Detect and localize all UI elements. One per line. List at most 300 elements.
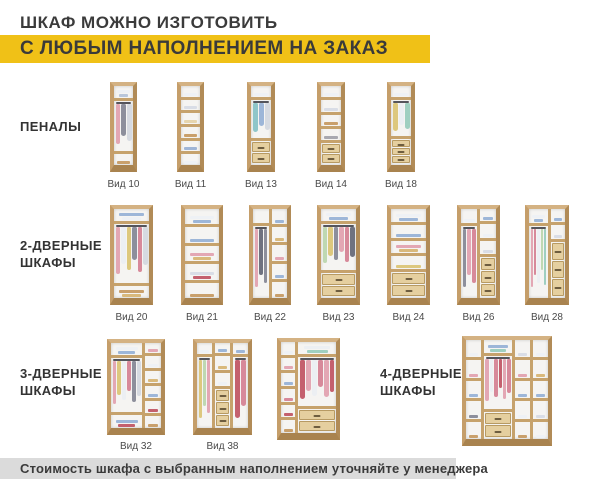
cabinet-column — [391, 209, 426, 298]
garment — [259, 229, 263, 275]
garment — [472, 229, 476, 283]
folded-item — [518, 435, 528, 438]
row-label: ПЕНАЛЫ — [20, 119, 82, 134]
cabinet-column — [181, 86, 200, 165]
shelf-items — [273, 293, 286, 297]
cabinet — [247, 82, 275, 172]
folded-item — [483, 250, 493, 253]
cabinet-hang — [197, 357, 212, 428]
hanging-clothes — [252, 103, 270, 137]
cabinet — [462, 336, 552, 446]
cabinet-shelf — [181, 127, 200, 141]
garment — [143, 227, 148, 265]
cabinet-shelf — [533, 360, 548, 380]
cabinet-label: Вид 22 — [254, 312, 286, 323]
shelf-items — [322, 107, 340, 111]
cabinet-column — [114, 86, 133, 165]
shelf-items — [392, 92, 410, 96]
folded-item — [200, 350, 210, 353]
hanging-clothes — [115, 227, 148, 281]
shelf-items — [516, 352, 529, 356]
cabinet-shelf — [145, 343, 161, 356]
garment — [117, 361, 121, 395]
garment — [330, 360, 335, 391]
cabinet-shelf — [533, 401, 548, 421]
hanging-clothes — [462, 229, 476, 297]
hanging-clothes — [530, 229, 547, 297]
cabinet — [110, 82, 137, 172]
drawer — [322, 286, 355, 296]
drawer — [392, 148, 410, 155]
folded-item — [464, 219, 475, 222]
cabinet-shelf — [298, 342, 336, 357]
cabinet-hang — [233, 357, 248, 428]
cabinet-shelf — [529, 209, 548, 226]
folded-item — [193, 276, 212, 279]
cabinet-label: Вид 20 — [115, 312, 148, 323]
shelf-items — [322, 92, 340, 96]
folded-item — [184, 93, 197, 96]
folded-item — [469, 435, 479, 438]
cabinet-shelf — [181, 154, 200, 165]
shelf-items — [273, 274, 286, 278]
cabinet-shelf — [281, 373, 295, 389]
shelf-items — [273, 219, 286, 223]
folded-item — [307, 350, 328, 353]
hanging-clothes — [322, 227, 355, 269]
folded-item — [554, 218, 563, 221]
cabinet-shelf — [281, 342, 295, 358]
folded-item — [118, 424, 135, 427]
cabinet-shelf — [321, 86, 341, 100]
cabinet-shelf — [480, 224, 496, 240]
folded-item — [148, 379, 158, 382]
shelf-items — [462, 218, 476, 222]
folded-item — [116, 420, 138, 423]
cabinet-drw — [298, 409, 336, 433]
cabinet-shelf — [551, 209, 565, 225]
shelf-items — [216, 348, 229, 352]
cabinet-shelf — [253, 209, 269, 226]
shelf-items — [186, 215, 218, 223]
folded-item — [536, 374, 546, 377]
shelf-items — [282, 365, 294, 369]
garment — [541, 229, 543, 270]
cabinet-shelf — [533, 340, 548, 360]
folded-item — [488, 345, 507, 348]
garment — [300, 360, 305, 399]
folded-item — [218, 382, 228, 385]
shelf-items — [534, 352, 547, 356]
shelf-items — [282, 397, 294, 401]
cabinet — [317, 205, 360, 305]
cabinet-label: Вид 21 — [186, 312, 218, 323]
shelf-items — [467, 434, 480, 438]
cabinet-shelf — [181, 100, 200, 114]
cabinet-column — [295, 342, 336, 433]
garment — [537, 229, 539, 283]
shelf-items — [146, 378, 160, 382]
drawer — [485, 425, 511, 437]
shelf-items — [534, 434, 547, 438]
cabinet-column — [142, 343, 161, 428]
shelf-items — [392, 244, 425, 252]
folded-item — [284, 429, 293, 432]
cabinet-shelf — [515, 381, 530, 401]
folded-item — [483, 234, 493, 237]
folded-item — [275, 294, 285, 297]
shelf-items — [115, 89, 132, 97]
row-label: 4-ДВЕРНЫЕ ШКАФЫ — [380, 366, 462, 398]
cabinet-shelf — [466, 401, 481, 421]
folded-item — [469, 374, 479, 377]
hanging-clothes — [254, 229, 268, 297]
cabinet-shelf — [480, 241, 496, 257]
folded-item — [218, 366, 228, 369]
cabinet-column — [321, 86, 341, 165]
cabinet-drw — [215, 389, 230, 428]
row-label: 3-ДВЕРНЫЕ ШКАФЫ — [20, 366, 102, 398]
folded-item — [284, 351, 293, 354]
folded-item — [304, 346, 330, 349]
folded-item — [236, 350, 246, 353]
cabinet-shelf — [251, 86, 271, 100]
cabinet — [387, 82, 415, 172]
folded-item — [184, 161, 197, 164]
shelf-items — [186, 238, 218, 242]
hanging-clothes — [234, 360, 247, 427]
folded-item — [218, 349, 228, 352]
folded-item — [490, 349, 505, 352]
garment — [121, 227, 126, 264]
drawer — [252, 153, 270, 163]
cabinet-drw — [480, 257, 496, 298]
garment — [312, 360, 317, 395]
cabinet-column — [251, 86, 271, 165]
cabinet-shelf — [321, 115, 341, 129]
cabinet-shelf — [185, 246, 219, 264]
garment — [494, 359, 497, 398]
drawer — [216, 415, 229, 426]
cabinet-shelf — [466, 422, 481, 439]
drawer — [299, 421, 335, 431]
cabinet-shelf — [466, 381, 481, 401]
cabinet-shelf — [111, 415, 142, 428]
folded-item — [190, 272, 214, 275]
cabinet-column — [466, 340, 481, 439]
folded-item — [536, 435, 546, 438]
shelf-items — [392, 213, 425, 221]
cabinet-shelf — [215, 373, 230, 389]
cabinet-hang — [114, 224, 149, 285]
cabinet-shelf — [114, 286, 149, 298]
cabinet-hang — [114, 101, 133, 154]
shelf-items — [273, 237, 286, 241]
folded-item — [469, 415, 479, 418]
folded-item — [532, 215, 545, 218]
cabinet-shelf — [466, 340, 481, 360]
garment — [405, 103, 410, 129]
folded-item — [190, 216, 214, 219]
cabinet-shelf — [185, 264, 219, 282]
folded-item — [536, 415, 546, 418]
garment — [253, 103, 258, 132]
cabinet-hang — [321, 224, 356, 273]
cabinet — [457, 205, 500, 305]
shelf-items — [516, 414, 529, 418]
cabinet-shelf — [533, 381, 548, 401]
shelf-items — [216, 381, 229, 385]
garment — [306, 360, 311, 390]
shelf-items — [198, 349, 211, 353]
garment — [264, 229, 268, 283]
cabinet-shelf — [145, 356, 161, 371]
garment — [467, 229, 471, 275]
folded-item — [184, 134, 197, 137]
cabinet-shelf — [272, 227, 287, 246]
cabinet-shelf — [391, 86, 411, 100]
garment — [503, 359, 506, 399]
footer-note-text: Стоимость шкафа с выбранным наполнением уточняйте у менеджера — [20, 461, 488, 476]
cabinet-drw — [551, 242, 565, 298]
shelf-items — [516, 393, 529, 397]
folded-item — [518, 394, 528, 397]
cabinet-label: Вид 32 — [120, 441, 152, 452]
drawer — [481, 258, 495, 270]
garment — [122, 361, 126, 401]
shelf-items — [182, 133, 199, 137]
cabinet-shelf — [145, 416, 161, 428]
shelf-items — [115, 212, 148, 220]
garment — [255, 229, 259, 288]
folded-item — [324, 93, 337, 96]
cabinet-shelf — [181, 113, 200, 127]
folded-item — [518, 374, 528, 377]
shelf-items — [516, 434, 529, 438]
cabinet-shelf — [145, 401, 161, 416]
cabinet-shelf — [321, 209, 356, 224]
cabinet-shelf — [466, 360, 481, 380]
drawer — [216, 390, 229, 401]
shelf-items — [112, 346, 141, 354]
folded-item — [284, 398, 293, 401]
shelf-items — [115, 289, 148, 297]
cabinet-label: Вид 14 — [315, 179, 347, 190]
cabinet-column — [281, 342, 295, 433]
shelf-items — [322, 121, 340, 125]
cabinet — [249, 205, 291, 305]
cabinet-hang — [529, 226, 548, 298]
cabinet-shelf — [391, 209, 426, 225]
cabinet-label: Вид 11 — [174, 179, 207, 190]
cabinet-shelf — [145, 386, 161, 401]
garment — [138, 227, 143, 272]
cabinet-hang — [391, 100, 411, 139]
folded-item — [469, 353, 479, 356]
garment — [328, 227, 333, 256]
garment — [318, 360, 323, 387]
cabinet-shelf — [272, 209, 287, 227]
drawer — [552, 261, 564, 278]
cabinet — [525, 205, 569, 305]
folded-item — [148, 364, 158, 367]
drawer — [322, 274, 355, 284]
folded-item — [148, 409, 158, 412]
shelf-items — [322, 135, 340, 139]
cabinet — [317, 82, 345, 172]
shelf-items — [252, 92, 270, 96]
garment — [393, 103, 398, 131]
folded-item — [119, 213, 143, 216]
folded-item — [119, 94, 129, 97]
garment — [507, 359, 510, 393]
folded-item — [117, 90, 130, 93]
garment — [137, 361, 141, 396]
garment — [259, 103, 264, 126]
cabinet-shelf — [272, 245, 287, 264]
hanging-clothes — [299, 360, 335, 405]
cabinet-shelf — [114, 209, 149, 224]
garment — [534, 229, 536, 275]
drawer — [392, 156, 410, 163]
drawer — [392, 273, 425, 284]
cabinet-shelf — [272, 282, 287, 298]
garment — [113, 361, 117, 404]
cabinet-drw — [391, 139, 411, 165]
folded-item — [284, 413, 293, 416]
folded-item — [254, 93, 267, 96]
garment — [121, 104, 126, 135]
drawer — [252, 142, 270, 152]
garment — [485, 359, 488, 401]
drawer — [552, 279, 564, 296]
cabinet-shelf — [484, 340, 512, 356]
cabinet-shelf — [197, 343, 212, 357]
shelf-items — [299, 345, 335, 353]
cabinet-drw — [321, 143, 341, 165]
folded-item — [329, 217, 348, 220]
shelf-items — [234, 349, 247, 353]
shelf-items — [115, 160, 132, 164]
poster-banner-text: С ЛЮБЫМ НАПОЛНЕНИЕМ НА ЗАКАЗ — [20, 38, 389, 59]
drawer — [392, 285, 425, 296]
cabinet-column — [530, 340, 548, 439]
cabinet-shelf — [185, 283, 219, 298]
drawer — [481, 284, 495, 296]
cabinet-column — [391, 86, 411, 165]
cabinet-shelf — [281, 405, 295, 421]
cabinet-shelf — [215, 356, 230, 372]
cabinet-label: Вид 23 — [322, 312, 355, 323]
garment — [334, 227, 339, 260]
garment — [116, 227, 121, 274]
shelf-items — [112, 419, 141, 427]
cabinet-hang — [484, 356, 512, 412]
garment — [127, 227, 132, 270]
cabinet — [110, 205, 153, 305]
cabinet — [107, 339, 165, 435]
folded-item — [148, 349, 158, 352]
cabinet-hang — [461, 226, 477, 298]
shelf-items — [146, 348, 160, 352]
hanging-clothes — [112, 361, 141, 411]
shelf-items — [534, 414, 547, 418]
shelf-items — [552, 234, 564, 238]
folded-item — [275, 275, 285, 278]
cabinet-shelf — [185, 227, 219, 245]
folded-item — [184, 106, 197, 109]
drawer — [322, 144, 340, 153]
cabinet-column — [230, 343, 248, 428]
cabinet-column — [212, 343, 230, 428]
folded-item — [536, 394, 546, 397]
cabinet-shelf — [181, 141, 200, 155]
folded-item — [116, 347, 138, 350]
cabinet-label: Вид 13 — [245, 179, 277, 190]
poster-title: ШКАФ МОЖНО ИЗГОТОВИТЬ — [20, 13, 278, 32]
shelf-items — [481, 249, 495, 253]
folded-item — [399, 249, 418, 252]
garment — [350, 227, 355, 257]
folded-item — [275, 257, 285, 260]
shelf-items — [182, 119, 199, 123]
folded-item — [275, 238, 285, 241]
shelf-items — [481, 216, 495, 220]
cabinet-shelf — [515, 360, 530, 380]
footer-note — [0, 458, 488, 479]
cabinet-shelf — [515, 340, 530, 360]
folded-item — [326, 213, 350, 216]
folded-item — [122, 294, 141, 297]
hanging-clothes — [392, 103, 410, 135]
cabinet-column — [185, 209, 219, 298]
shelf-items — [282, 412, 294, 416]
cabinet-column — [512, 340, 530, 439]
shelf-items — [146, 393, 160, 397]
drawer — [216, 402, 229, 413]
cabinet-shelf — [515, 401, 530, 421]
cabinet-column — [548, 209, 565, 298]
cabinet-shelf — [281, 389, 295, 405]
garment — [127, 361, 131, 391]
garment — [132, 361, 136, 403]
folded-item — [117, 161, 130, 164]
folded-item — [190, 239, 214, 242]
folded-item — [190, 294, 214, 297]
drawer — [485, 413, 511, 425]
shelf-items — [273, 256, 286, 260]
folded-item — [193, 257, 212, 260]
drawer — [392, 140, 410, 147]
cabinet-column — [321, 209, 356, 298]
cabinet — [177, 82, 204, 172]
cabinet-shelf — [391, 225, 426, 241]
cabinet-shelf — [281, 358, 295, 374]
cabinet-shelf — [533, 422, 548, 439]
folded-item — [148, 424, 158, 427]
garment — [235, 360, 240, 417]
shelf-items — [186, 293, 218, 297]
cabinet — [277, 338, 340, 440]
cabinet-hang — [298, 357, 336, 409]
cabinet-shelf — [181, 86, 200, 100]
shelf-items — [146, 363, 160, 367]
shelf-items — [552, 217, 564, 221]
shelf-items — [186, 271, 218, 279]
folded-item — [399, 218, 418, 221]
cabinet-label: Вид 38 — [206, 441, 239, 452]
folded-item — [394, 93, 407, 96]
